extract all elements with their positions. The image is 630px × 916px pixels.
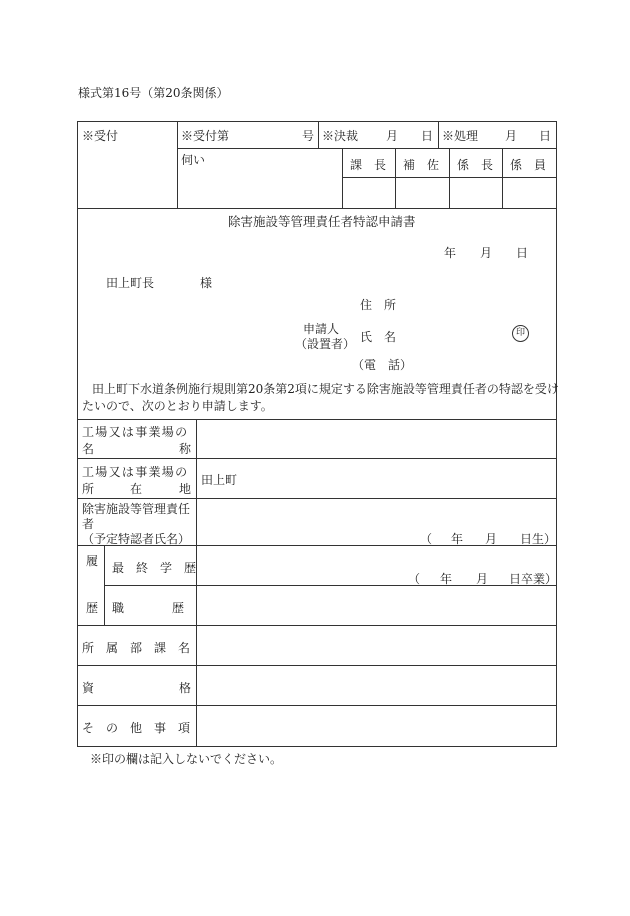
body-text-line1: 田上町下水道条例施行規則第20条第2項に規定する除害施設等管理責任者の特認を受け [92,382,559,396]
facility-name-label-2a: 名 [82,442,95,456]
receipt-number-unit: 号 [302,129,315,143]
applicant-label: 申請人 [303,322,340,336]
grad-day: 日卒業） [509,572,558,586]
department-label: 所 属 部 課 名 [82,641,191,655]
education-label: 最 終 学 歴 [112,561,197,575]
qualification-label-a: 資 [82,681,95,695]
facility-name-value[interactable] [200,423,552,455]
role-staff: 係 員 [510,158,547,172]
grad-open: （ [408,572,421,586]
qualification-label-b: 格 [179,681,192,695]
inquiry-label: 伺い [181,153,206,167]
address-label: 住 所 [360,298,397,312]
facility-name-label-2b: 称 [179,442,192,456]
date-day: 日 [516,246,529,260]
decision-month: 月 [386,129,399,143]
addressee: 田上町長 [106,276,155,290]
other-matters-label: そ の 他 事 項 [82,721,191,735]
grad-month: 月 [476,572,489,586]
history-label-1: 履 [86,554,99,568]
honorific: 様 [200,276,213,290]
receipt-number-label: ※受付第 [181,129,230,143]
decision-label: ※決裁 [322,129,359,143]
facility-location-label-2b: 在 [130,482,143,496]
birth-open: （ [420,532,433,546]
receipt-label: ※受付 [82,129,119,143]
form-number: 様式第16号（第20条関係） [78,86,229,100]
processing-day: 日 [539,129,552,143]
history-label-2: 歴 [86,601,99,615]
career-label: 職 歴 [112,601,185,615]
facility-location-label-2c: 地 [179,482,192,496]
birth-year: 年 [451,532,464,546]
birth-month: 月 [485,532,498,546]
manager-label-1: 除害施設等管理責任 [82,502,191,516]
role-assistant: 補 佐 [403,158,440,172]
body-text-line2: たいので、次のとおり申請します。 [82,399,273,413]
facility-location-value[interactable]: 田上町 [201,473,238,487]
footnote: ※印の欄は記入しないでください。 [90,752,283,766]
role-section-chief: 課 長 [350,158,387,172]
date-month: 月 [480,246,493,260]
seal-mark: 印 [512,325,529,342]
facility-name-label-1: 工場又は事業場の [82,425,189,439]
manager-label-2: 者 [82,517,95,531]
phone-label: （電 話） [352,358,413,372]
manager-label-3: （予定特認者氏名） [82,532,191,546]
date-year: 年 [444,246,457,260]
grad-year: 年 [440,572,453,586]
role-subsection-chief: 係 長 [457,158,494,172]
name-label: 氏 名 [360,330,397,344]
facility-location-label-2a: 所 [82,482,95,496]
facility-location-label-1: 工場又は事業場の [82,465,189,479]
document-title: 除害施設等管理責任者特認申請書 [228,214,416,229]
processing-month: 月 [505,129,518,143]
processing-label: ※処理 [442,129,479,143]
decision-day: 日 [421,129,434,143]
installer-label: （設置者） [295,337,356,351]
birth-day: 日生） [520,532,557,546]
